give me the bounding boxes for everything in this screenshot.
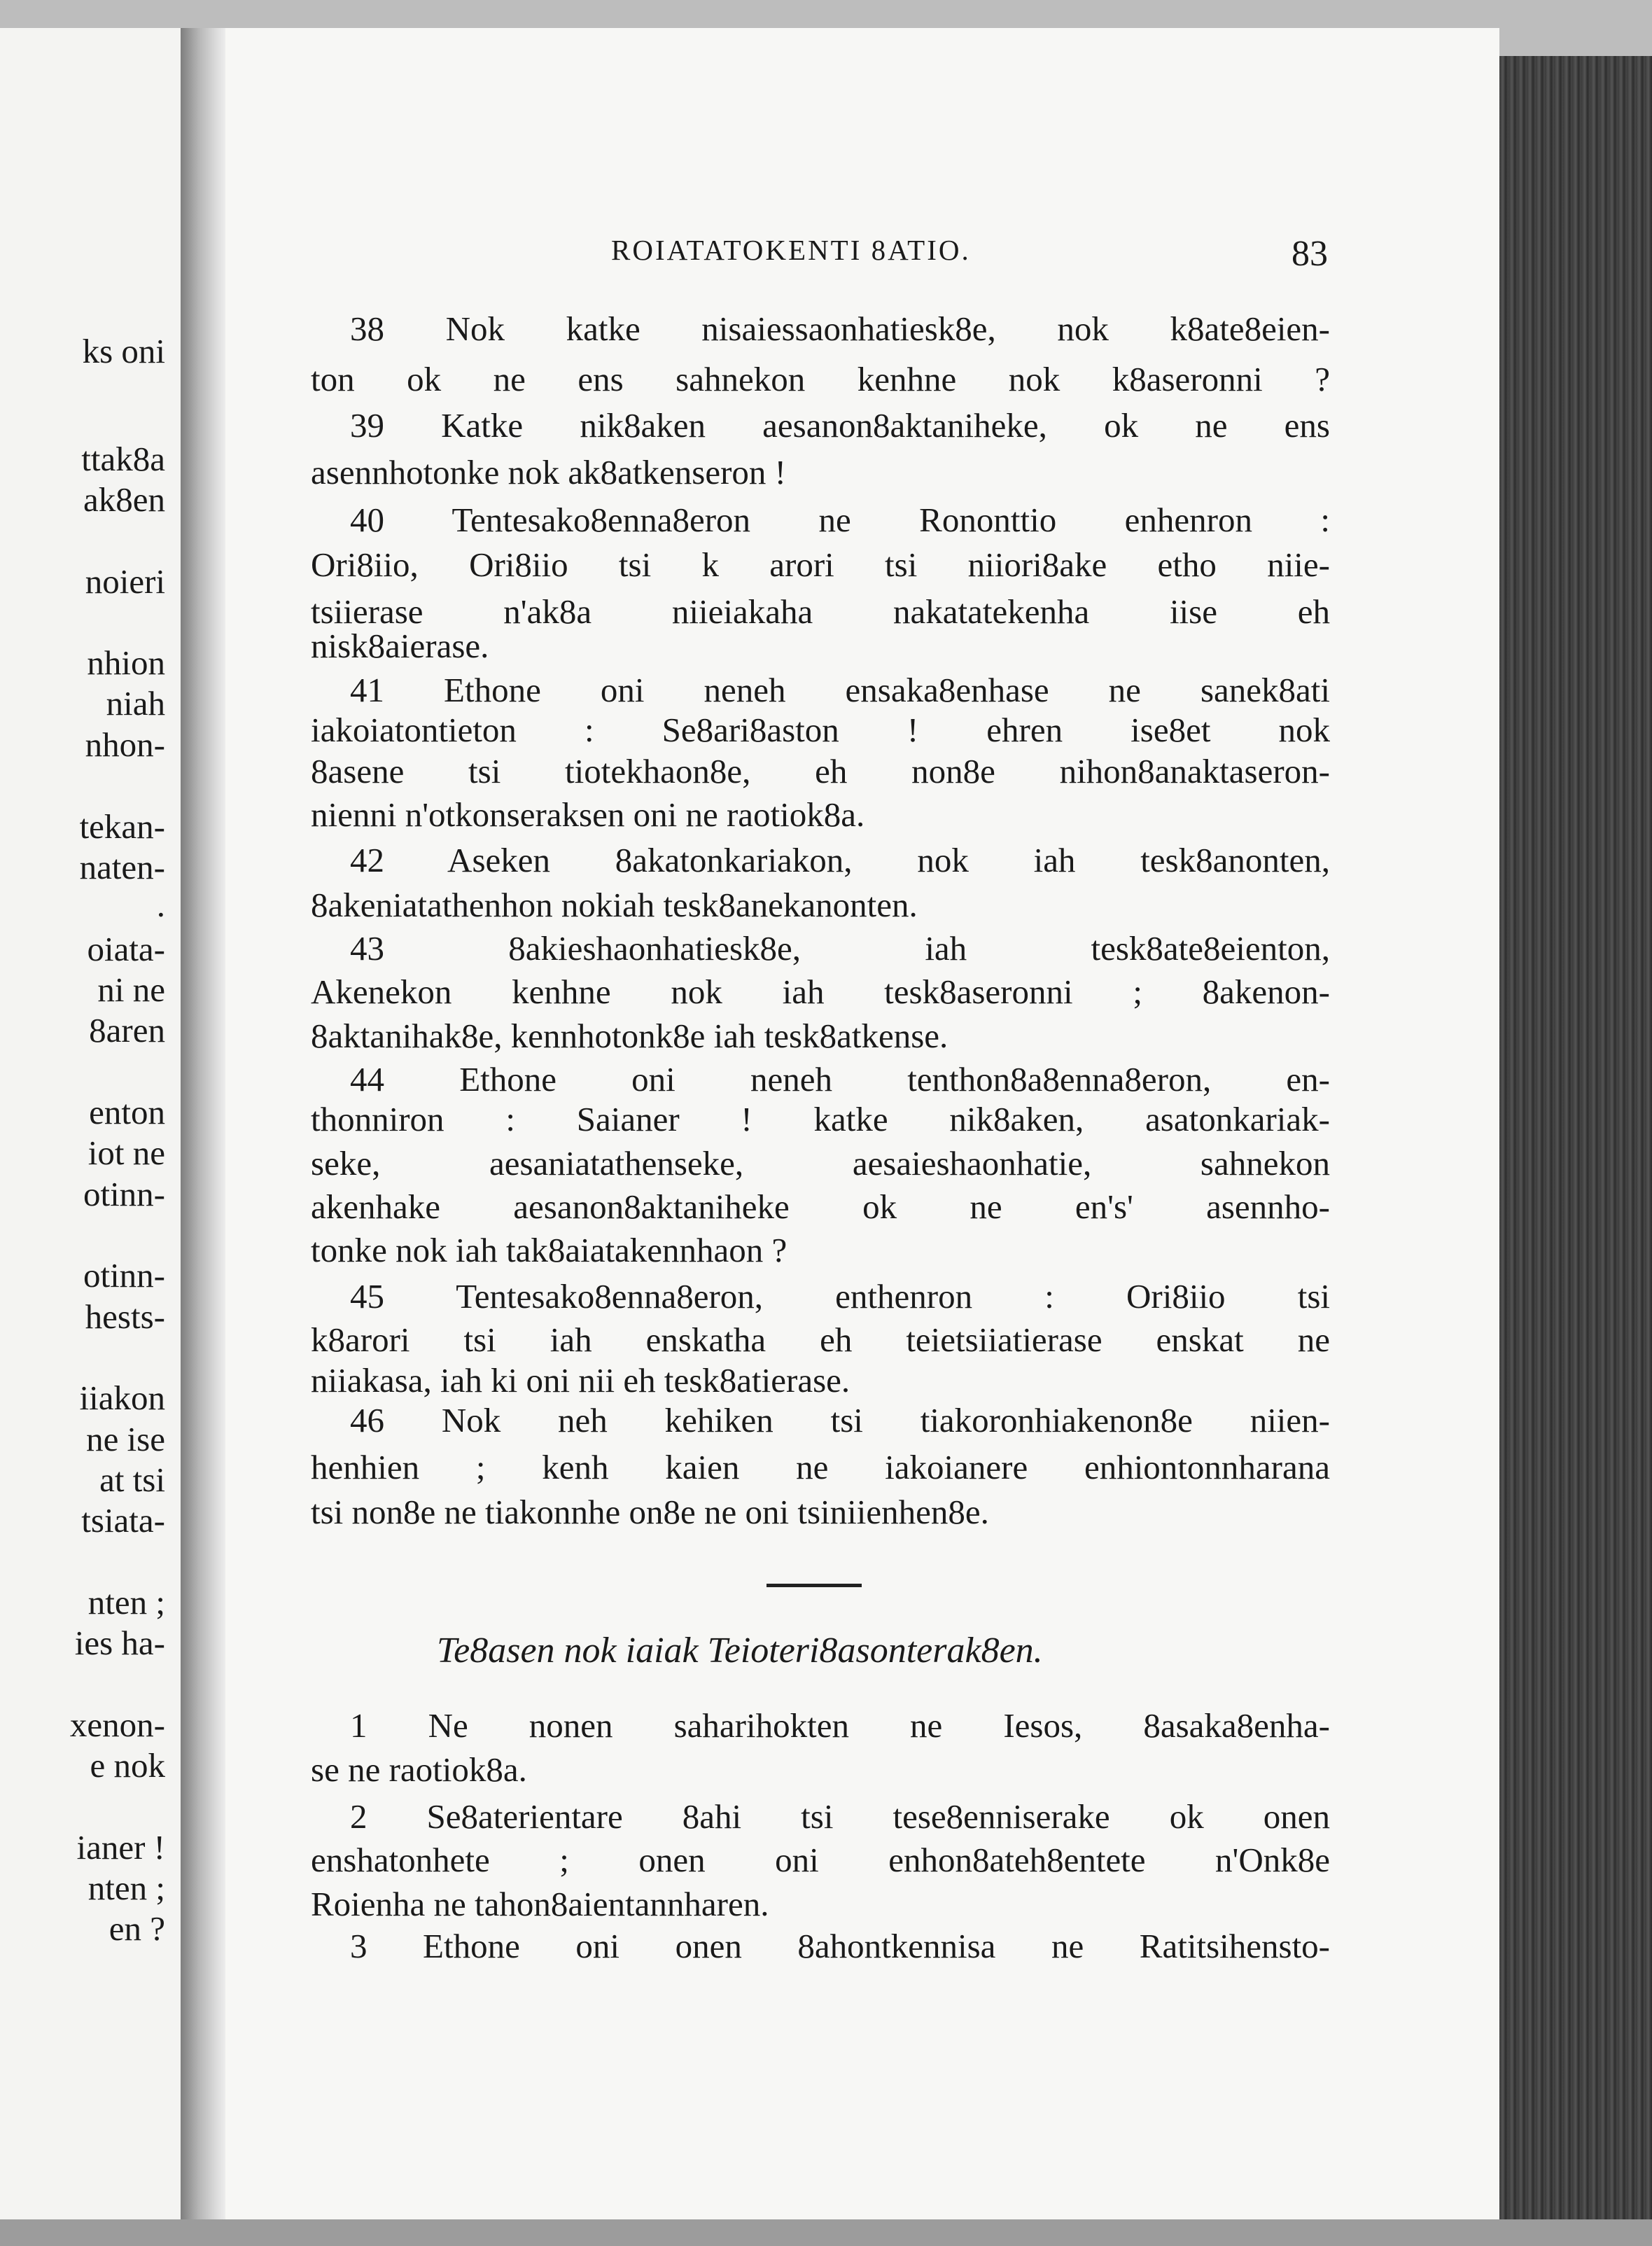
left-page-fragment: nhon- [85,725,165,764]
text-line: Roienha ne tahon8aientannharen. [311,1885,769,1923]
left-page-fragment: nhion [87,643,165,682]
text-line: 8asene tsi tiotekhaon8e, eh non8e nihon8anaktaseron- [311,752,1330,790]
left-page-fragment: noieri [85,562,165,601]
section-heading: Te8asen nok iaiak Teioteri8asonterak8en. [437,1631,1043,1670]
text-line: 43 8akieshaonhatiesk8e, iah tesk8ate8eienton, [350,929,1330,968]
left-page-fragment: iot ne [88,1134,165,1172]
left-page-fragment: naten- [79,848,165,886]
left-page-fragment: nten ; [88,1583,165,1621]
text-line: niiakasa, iah ki oni nii eh tesk8atierase. [311,1361,850,1400]
book-gutter [181,28,225,2219]
section-divider-rule [766,1584,862,1587]
text-line: 3 Ethone oni onen 8ahontkennisa ne Ratitsihensto- [350,1927,1330,1965]
left-page [0,28,181,2219]
left-page-fragment: ks oni [82,332,165,370]
text-line: Ori8iio, Ori8iio tsi k arori tsi niiori8ake etho niie- [311,545,1330,584]
left-page-fragment: nten ; [88,1869,165,1907]
left-page-fragment: ni ne [97,970,165,1009]
text-line: 8akeniatathenhon nokiah tesk8anekanonten. [311,886,918,924]
text-line: 45 Tentesako8enna8eron, enthenron : Ori8iio tsi [350,1277,1330,1316]
text-line: tsi non8e ne tiakonnhe on8e ne oni tsiniienhen8e. [311,1493,989,1531]
text-line: 39 Katke nik8aken aesanon8aktaniheke, ok ne ens [350,406,1330,445]
left-page-fragment: at tsi [99,1460,165,1499]
left-page-fragment: hests- [85,1297,165,1336]
left-page-fragment: ne ise [86,1420,165,1458]
left-page-fragment: ak8en [83,480,165,519]
left-page-fragment: ies ha- [74,1624,165,1662]
text-line: iakoiatontieton : Se8ari8aston ! ehren ise8et nok [311,711,1330,749]
text-line: akenhake aesanon8aktaniheke ok ne en's' asennho- [311,1187,1330,1226]
text-line: tsiierase n'ak8a niieiakaha nakatatekenha iise eh [311,592,1330,631]
text-line: 1 Ne nonen saharihokten ne Iesos, 8asaka8enha- [350,1706,1330,1745]
page-edges [1499,56,1652,2226]
running-head: ROIATATOKENTI 8ATIO. [611,234,971,266]
left-page-fragment: otinn- [83,1175,165,1213]
text-line: 46 Nok neh kehiken tsi tiakoronhiakenon8e niien- [350,1401,1330,1439]
left-page-fragment: tsiata- [81,1501,165,1540]
text-line: tonke nok iah tak8aiatakennhaon ? [311,1231,788,1269]
text-line: 42 Aseken 8akatonkariakon, nok iah tesk8anonten, [350,841,1330,879]
left-page-fragment: ianer ! [76,1828,165,1867]
text-line: ton ok ne ens sahnekon kenhne nok k8aseronni ? [311,360,1330,398]
text-line: asennhotonke nok ak8atkenseron ! [311,453,786,491]
text-line: enshatonhete ; onen oni enhon8ateh8entete n'Onk8e [311,1841,1330,1879]
text-line: henhien ; kenh kaien ne iakoianere enhiontonnharana [311,1448,1330,1486]
left-page-fragment: otinn- [83,1256,165,1295]
text-line: nienni n'otkonseraksen oni ne raotiok8a. [311,795,865,834]
text-line: 2 Se8aterientare 8ahi tsi tese8enniserake ok onen [350,1797,1330,1836]
text-line: 44 Ethone oni neneh tenthon8a8enna8eron, en- [350,1060,1330,1098]
left-page-fragment: en ? [108,1909,165,1948]
left-page-fragment: niah [106,684,165,723]
left-page-fragment: oiata- [87,930,165,968]
text-line: k8arori tsi iah enskatha eh teietsiiatierase enskat ne [311,1320,1330,1359]
text-line: seke, aesaniatathenseke, aesaieshaonhatie, sahnekon [311,1144,1330,1183]
text-line: se ne raotiok8a. [311,1750,527,1789]
text-line: 40 Tentesako8enna8eron ne Rononttio enhenron : [350,501,1330,539]
left-page-fragment: iiakon [79,1379,165,1417]
scan-bottom-band [0,2219,1652,2246]
left-page-fragment: e nok [90,1746,165,1785]
left-page-fragment: enton [89,1093,165,1131]
text-line: 8aktanihak8e, kennhotonk8e iah tesk8atkense. [311,1017,948,1055]
left-page-fragment: tekan- [79,807,165,846]
text-line: 41 Ethone oni neneh ensaka8enhase ne sanek8ati [350,671,1330,709]
text-line: Akenekon kenhne nok iah tesk8aseronni ; 8akenon- [311,972,1330,1011]
text-line: nisk8aierase. [311,627,489,665]
left-page-fragment: 8aren [89,1011,165,1049]
page-number: 83 [1292,234,1328,274]
text-line: 38 Nok katke nisaiessaonhatiesk8e, nok k8ate8eien- [350,309,1330,348]
left-page-fragment: ttak8a [81,440,165,478]
left-page-fragment: . [156,886,165,924]
left-page-fragment: xenon- [69,1706,165,1744]
text-line: thonniron : Saianer ! katke nik8aken, asatonkariak- [311,1100,1330,1138]
